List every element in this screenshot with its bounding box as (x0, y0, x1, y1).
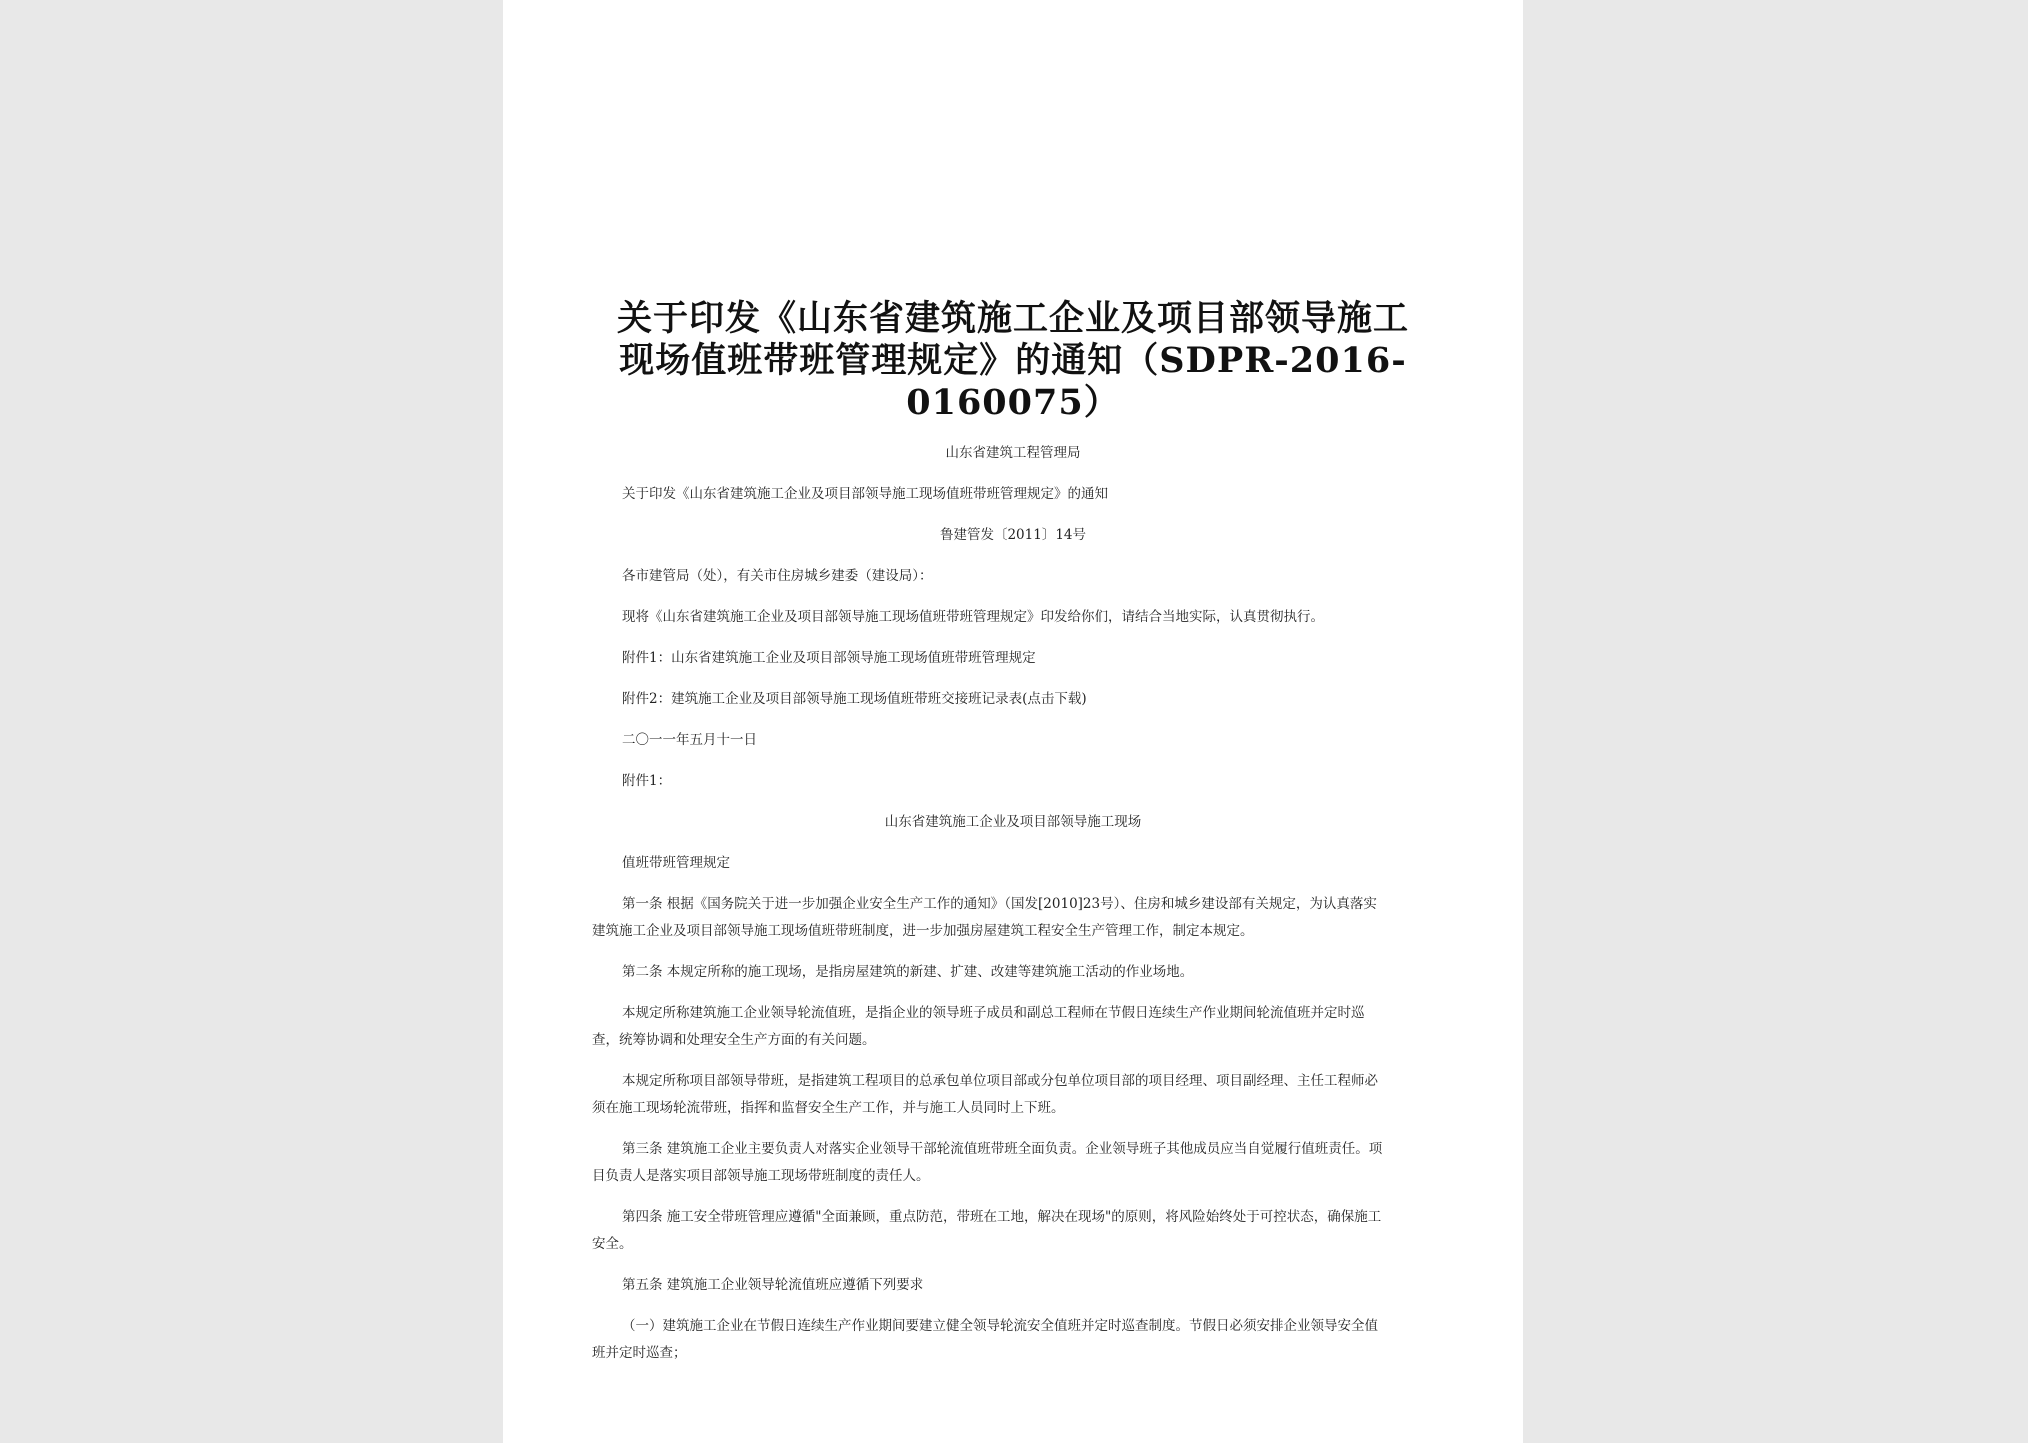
article-1-line-2: 建筑施工企业及项目部领导施工现场值班带班制度，进一步加强房屋建筑工程安全生产管理工作，制定本规定。 (592, 923, 1254, 939)
doc-number: 鲁建管发〔2011〕14号 (939, 527, 1087, 543)
paragraph-duty-line-2: 查，统筹协调和处理安全生产方面的有关问题。 (592, 1032, 876, 1048)
article-4-line-1: 第四条 施工安全带班管理应遵循"全面兼顾，重点防范，带班在工地，解决在现场"的原则，将风险始终处于可控状态，确保施工 (622, 1209, 1382, 1225)
intro-paragraph: 现将《山东省建筑施工企业及项目部领导施工现场值班带班管理规定》印发给你们，请结合当地实际，认真贯彻执行。 (622, 609, 1324, 625)
document-title (573, 298, 1453, 424)
regulation-title-line-1: 山东省建筑施工企业及项目部领导施工现场 (884, 814, 1142, 830)
article-3-line-1: 第三条 建筑施工企业主要负责人对落实企业领导干部轮流值班带班全面负责。企业领导班子其他成员应当自觉履行值班责任。项 (622, 1141, 1383, 1157)
paragraph-leader-line-2: 须在施工现场轮流带班，指挥和监督安全生产工作，并与施工人员同时上下班。 (592, 1100, 1065, 1116)
title-line-1: 关于印发《山东省建筑施工企业及项目部领导施工 (616, 298, 1409, 339)
issuer: 山东省建筑工程管理局 (945, 445, 1081, 461)
paragraph-leader-line-1: 本规定所称项目部领导带班，是指建筑工程项目的总承包单位项目部或分包单位项目部的项目经理、项目副经理、主任工程师必 (622, 1073, 1378, 1089)
article-5: 第五条 建筑施工企业领导轮流值班应遵循下列要求 (622, 1277, 924, 1293)
attachment-2-link[interactable]: 附件2：建筑施工企业及项目部领导施工现场值班带班交接班记录表(点击下载) (622, 691, 1087, 707)
document-page (503, 0, 1523, 1443)
attachment-label: 附件1： (622, 773, 672, 789)
item-1-line-2: 班并定时巡查； (592, 1345, 687, 1361)
title-line-3: 0160075） (906, 382, 1120, 423)
issue-date: 二〇一一年五月十一日 (622, 732, 757, 748)
article-1-line-1: 第一条 根据《国务院关于进一步加强企业安全生产工作的通知》（国发[2010]23号）、住房和城乡建设部有关规定，为认真落实 (622, 896, 1377, 912)
salutation: 各市建管局（处），有关市住房城乡建委（建设局）： (622, 568, 933, 584)
article-4-line-2: 安全。 (592, 1236, 633, 1252)
article-2: 第二条 本规定所称的施工现场，是指房屋建筑的新建、扩建、改建等建筑施工活动的作业场地。 (622, 964, 1194, 980)
regulation-title-line-2: 值班带班管理规定 (622, 855, 730, 871)
title-line-2: 现场值班带班管理规定》的通知（SDPR-2016- (619, 340, 1407, 381)
article-3-line-2: 目负责人是落实项目部领导施工现场带班制度的责任人。 (592, 1168, 930, 1184)
attachment-1-link[interactable]: 附件1：山东省建筑施工企业及项目部领导施工现场值班带班管理规定 (622, 650, 1036, 666)
paragraph-duty-line-1: 本规定所称建筑施工企业领导轮流值班，是指企业的领导班子成员和副总工程师在节假日连续生产作业期间轮流值班并定时巡 (622, 1005, 1365, 1021)
item-1-line-1: （一）建筑施工企业在节假日连续生产作业期间要建立健全领导轮流安全值班并定时巡查制度。节假日必须安排企业领导安全值 (622, 1318, 1378, 1334)
notice-subject: 关于印发《山东省建筑施工企业及项目部领导施工现场值班带班管理规定》的通知 (622, 486, 1108, 502)
